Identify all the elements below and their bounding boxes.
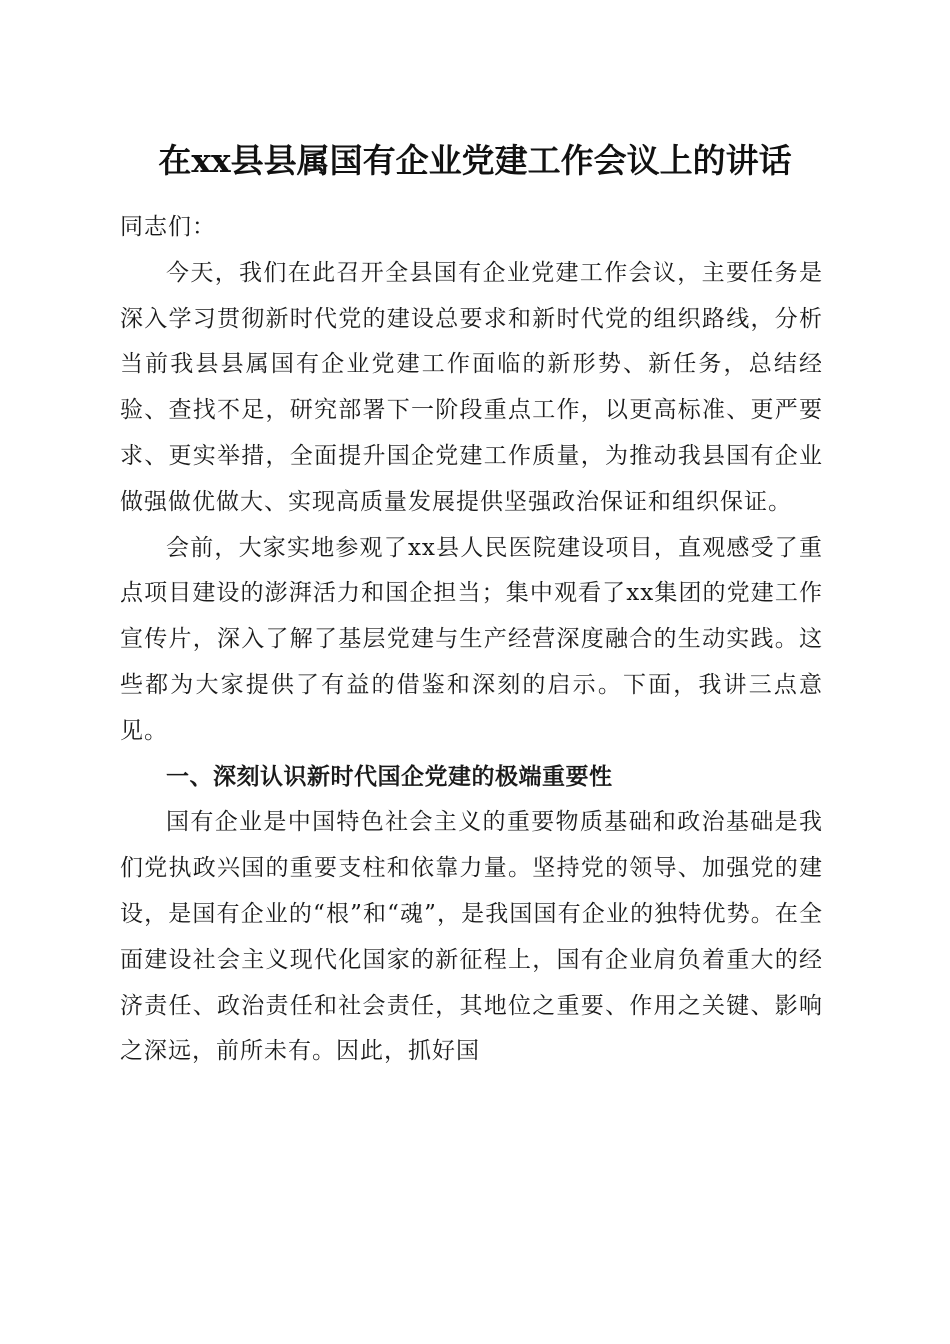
- salutation: 同志们：: [120, 214, 216, 240]
- document-body: [120, 205, 823, 1075]
- paragraph-opening: 今天，我们在此召开全县国有企业党建工作会议，主要任务是深入学习贯彻新时代党的建设总要求和新时代党的组织路线，分析当前我县县属国有企业党建工作面临的新形势、新任务，总结经验、查找不足，研究部署下一阶段重点工作，以更高标准、更严要求、更实举措，全面提升国企党建工作质量，为推动我县国有企业做强做优做大、实现高质量发展提供坚强政治保证和组织保证。: [120, 259, 823, 515]
- paragraph-section-one: 国有企业是中国特色社会主义的重要物质基础和政治基础是我们党执政兴国的重要支柱和依靠力量。坚持党的领导、加强党的建设，是国有企业的“根”和“魂”，是我国国有企业的独特优势。在全面建设社会主义现代化国家的新征程上，国有企业肩负着重大的经济责任、政治责任和社会责任，其地位之重要、作用之关键、影响之深远，前所未有。因此，抓好国: [120, 809, 823, 1065]
- paragraph-visit: 会前，大家实地参观了xx县人民医院建设项目，直观感受了重点项目建设的澎湃活力和国企担当；集中观看了xx集团的党建工作宣传片，深入了解了基层党建与生产经营深度融合的生动实践。这些都为大家提供了有益的借鉴和深刻的启示。下面，我讲三点意见。: [120, 534, 823, 744]
- document-title: 在xx县县属国有企业党建工作会议上的讲话: [158, 141, 792, 180]
- section-heading: 一、深刻认识新时代国企党建的极端重要性: [166, 763, 613, 790]
